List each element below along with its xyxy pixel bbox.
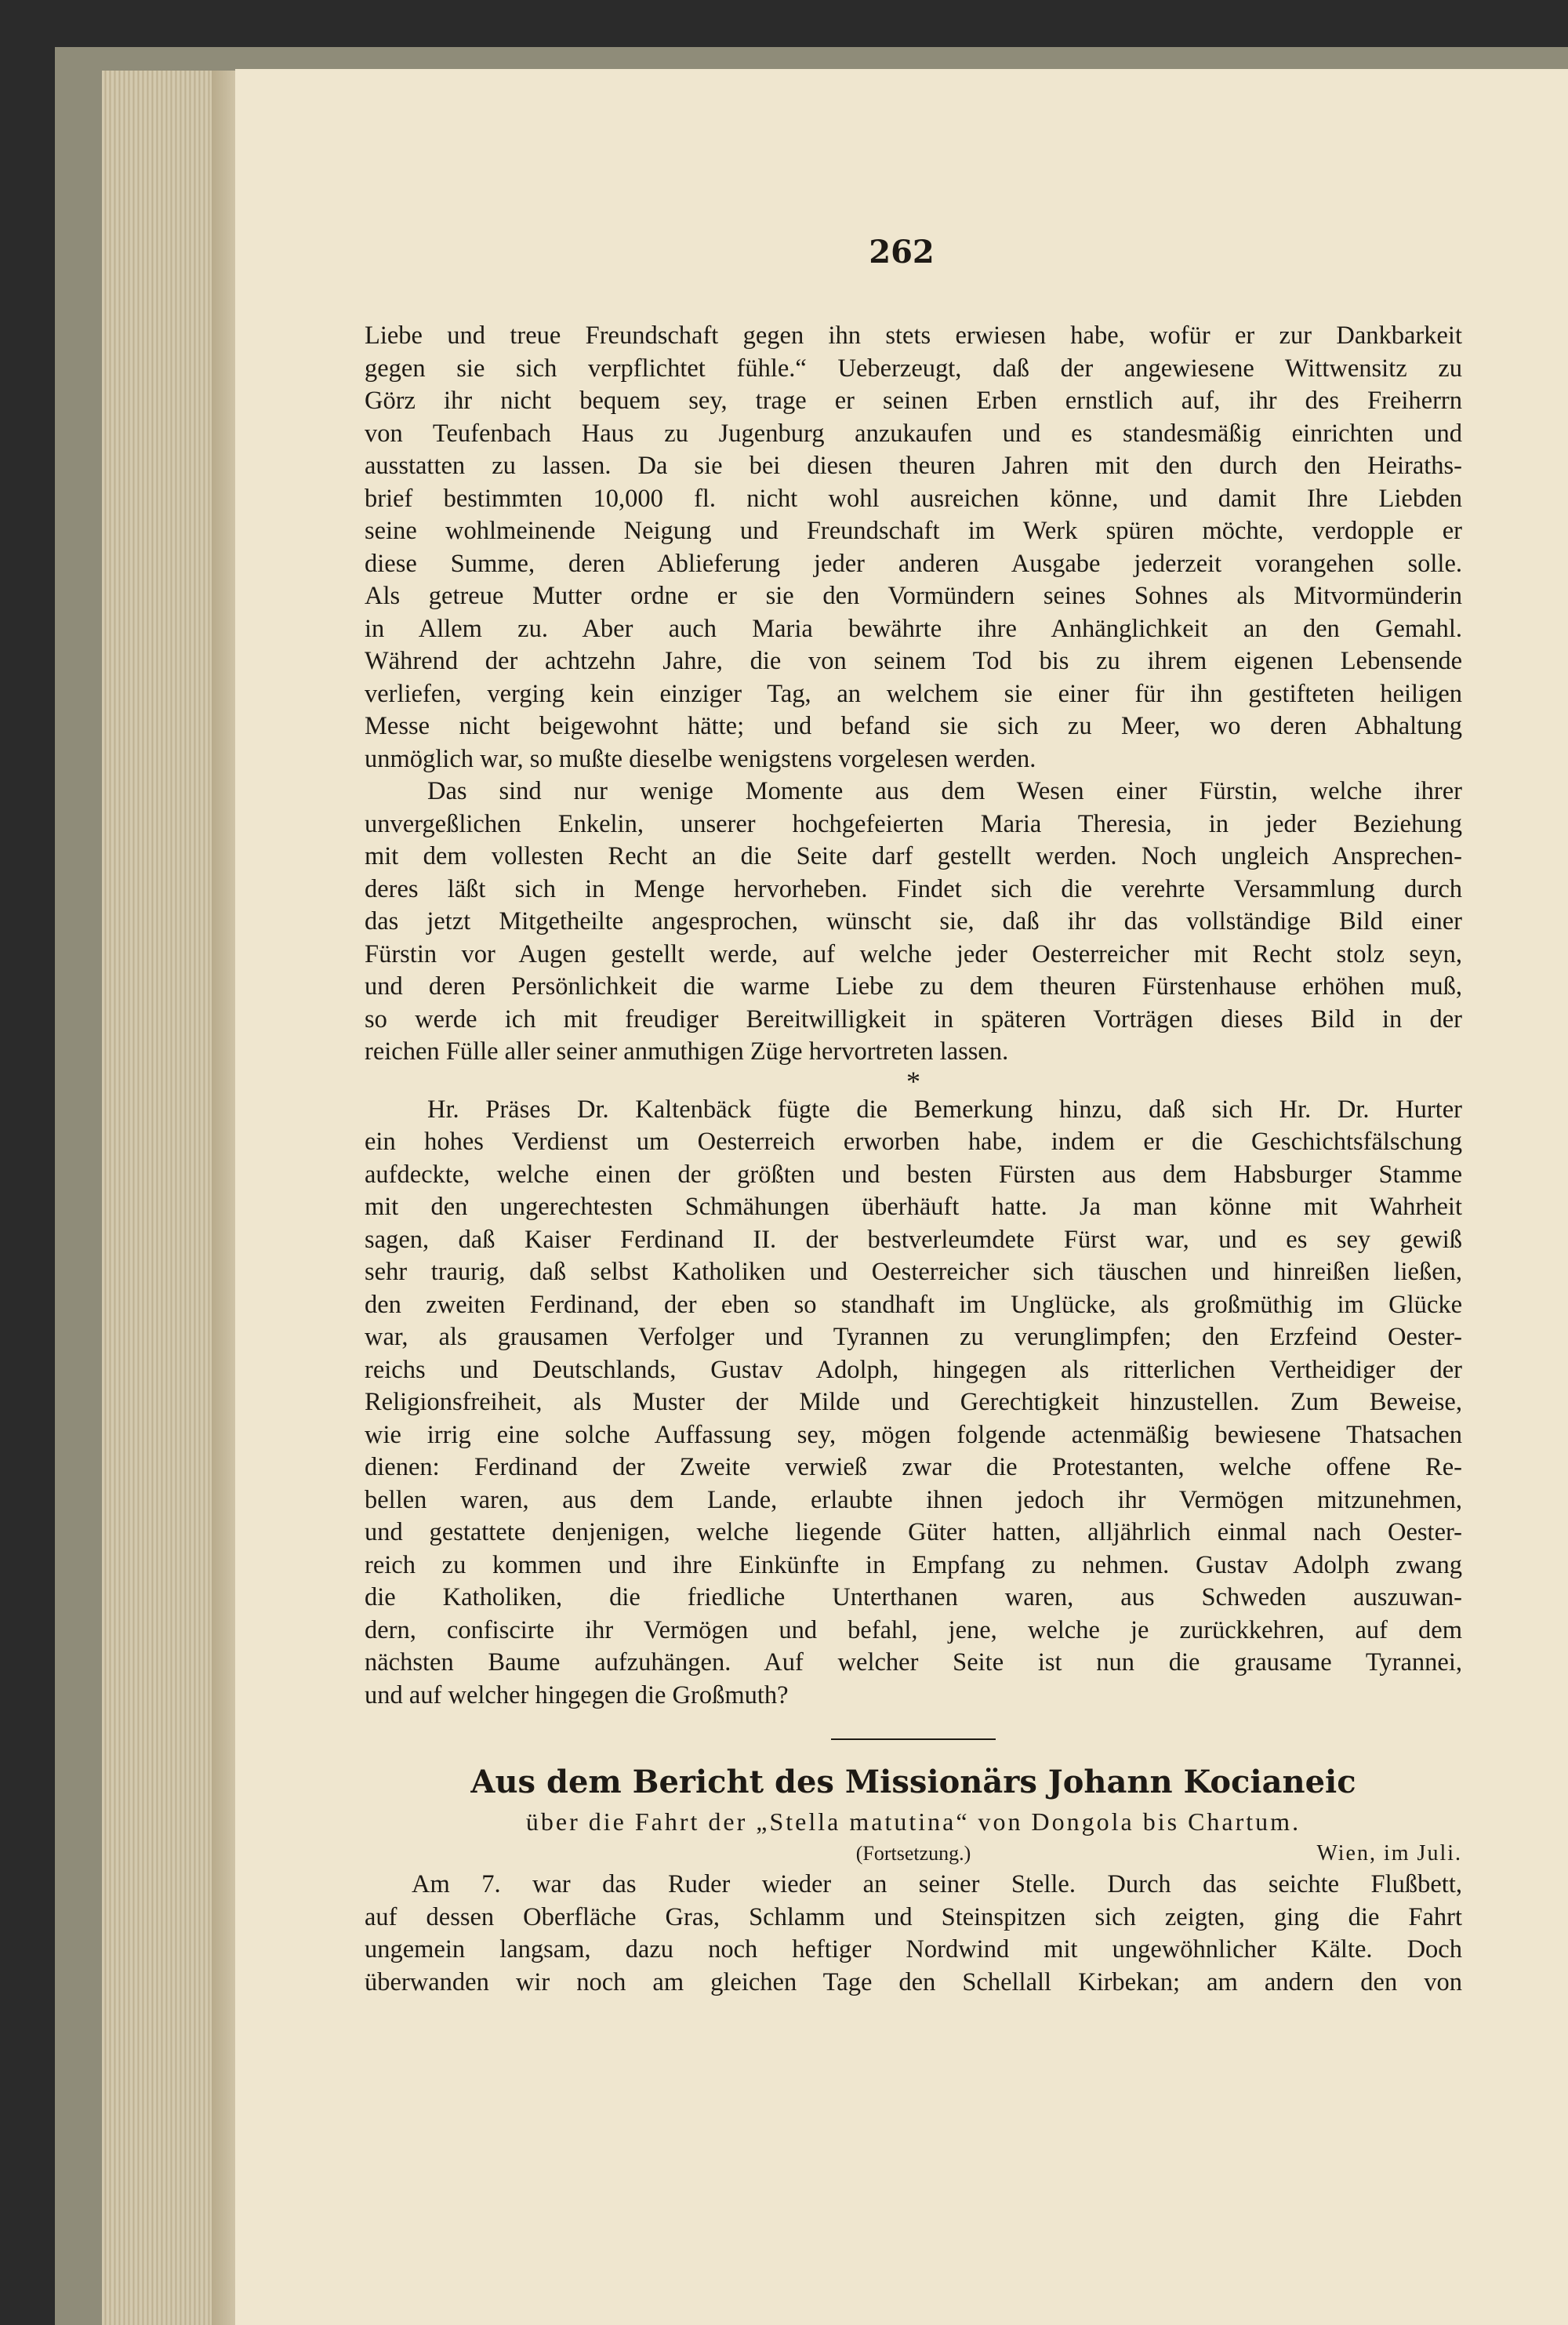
page-edge: [102, 71, 220, 2325]
page-number: 262: [869, 234, 935, 271]
text-line: mit den ungerechtesten Schmähungen überhäuft hatte. Ja man könne mit Wahrheit: [365, 1193, 1462, 1221]
continuation-note: (Fortsetzung.): [855, 1842, 971, 1865]
text-line: bellen waren, aus dem Lande, erlaubte ihnen jedoch ihr Vermögen mitzunehmen,: [365, 1485, 1462, 1514]
text-line: sehr traurig, daß selbst Katholiken und Oesterreicher sich täuschen und hinreißen ließen,: [365, 1258, 1462, 1286]
text-line: brief bestimmten 10,000 fl. nicht wohl ausreichen könne, und damit Ihre Liebden: [365, 484, 1462, 513]
text-line: reich zu kommen und ihre Einkünfte in Empfang zu nehmen. Gustav Adolph zwang: [365, 1550, 1462, 1579]
horizontal-rule: [831, 1738, 996, 1740]
text-line: überwanden wir noch am gleichen Tage den Schellall Kirbekan; am andern den von: [365, 1967, 1462, 1996]
text-line: deres läßt sich in Menge hervorheben. Findet sich die verehrte Versammlung durch: [365, 874, 1462, 903]
text-line: und gestattete denjenigen, welche liegende Güter hatten, alljährlich einmal nach Oester-: [365, 1518, 1462, 1546]
text-line: in Allem zu. Aber auch Maria bewährte ihre Anhänglichkeit an den Gemahl.: [365, 614, 1462, 643]
text-line: seine wohlmeinende Neigung und Freundschaft im Werk spüren möchte, verdopple er: [365, 517, 1462, 545]
text-line: Messe nicht beigewohnt hätte; und befand sie sich zu Meer, wo deren Abhaltung: [365, 712, 1462, 740]
body-text: [365, 320, 1462, 1999]
text-line: und auf welcher hingegen die Großmuth?: [365, 1680, 789, 1709]
section-separator: *: [906, 1065, 920, 1097]
text-line: sagen, daß Kaiser Ferdinand II. der bestverleumdete Fürst war, und es sey gewiß: [365, 1225, 1462, 1254]
text-line: reichs und Deutschlands, Gustav Adolph, hingegen als ritterlichen Vertheidiger der: [365, 1355, 1462, 1384]
text-line: Görz ihr nicht bequem sey, trage er seinen Erben ernstlich auf, ihr des Freiherrn: [365, 387, 1462, 415]
text-line: und deren Persönlichkeit die warme Liebe zu dem theuren Fürstenhause erhöhen muß,: [365, 972, 1462, 1001]
text-line: dienen: Ferdinand der Zweite verwieß zwar die Protestanten, welche offene Re-: [365, 1453, 1462, 1481]
text-line: dern, confiscirte ihr Vermögen und befahl, jene, welche je zurückkehren, auf dem: [365, 1615, 1462, 1644]
text-line: unmöglich war, so mußte dieselbe wenigstens vorgelesen werden.: [365, 744, 1036, 773]
text-line: Religionsfreiheit, als Muster der Milde und Gerechtigkeit hinzustellen. Zum Beweise,: [365, 1388, 1462, 1416]
text-line: nächsten Baume aufzuhängen. Auf welcher Seite ist nun die grausame Tyrannei,: [365, 1648, 1462, 1677]
article-body: [365, 1869, 1462, 1999]
text-line: den zweiten Ferdinand, der eben so standhaft im Unglücke, als großmüthig im Glücke: [365, 1290, 1462, 1319]
text-line: Am 7. war das Ruder wieder an seiner Stelle. Durch das seichte Flußbett,: [412, 1870, 1462, 1898]
article-subtitle: über die Fahrt der „Stella matutina“ von Dongola bis Chartum.: [525, 1807, 1301, 1836]
article-title: Aus dem Bericht des Missionärs Johann Kocianeic: [470, 1764, 1356, 1800]
text-line: ausstatten zu lassen. Da sie bei diesen theuren Jahren mit den durch den Heiraths-: [365, 452, 1462, 480]
paragraph-3: [365, 1094, 1462, 1713]
text-line: das jetzt Mitgetheilte angesprochen, wünscht sie, daß ihr das vollständige Bild einer: [365, 907, 1462, 935]
book-page: [235, 69, 1568, 2325]
text-line: reichen Fülle aller seiner anmuthigen Züge hervortreten lassen.: [365, 1037, 1009, 1066]
text-line: aufdeckte, welche einen der größten und besten Fürsten aus dem Habsburger Stamme: [365, 1160, 1462, 1189]
text-line: Das sind nur wenige Momente aus dem Wesen einer Fürstin, welche ihrer: [427, 777, 1462, 805]
text-line: Hr. Präses Dr. Kaltenbäck fügte die Bemerkung hinzu, daß sich Hr. Dr. Hurter: [427, 1095, 1462, 1124]
text-line: auf dessen Oberfläche Gras, Schlamm und Steinspitzen sich zeigten, ging die Fahrt: [365, 1902, 1462, 1931]
paragraph-2: [365, 776, 1462, 1069]
paragraph-1: [365, 320, 1462, 776]
text-line: Liebe und treue Freundschaft gegen ihn stets erwiesen habe, wofür er zur Dankbarkeit: [365, 322, 1462, 350]
text-line: verliefen, verging kein einziger Tag, an welchem sie einer für ihn gestifteten heiligen: [365, 679, 1462, 708]
text-line: diese Summe, deren Ablieferung jeder anderen Ausgabe jederzeit vorangehen solle.: [365, 549, 1462, 578]
article-header: [365, 1760, 1462, 1869]
text-line: ein hohes Verdienst um Oesterreich erworben habe, indem er die Geschichtsfälschung: [365, 1128, 1462, 1156]
dateline: Wien, im Juli.: [1316, 1841, 1462, 1865]
text-line: gegen sie sich verpflichtet fühle.“ Ueberzeugt, daß der angewiesene Wittwensitz zu: [365, 354, 1462, 383]
text-line: Während der achtzehn Jahre, die von seinem Tod bis zu ihrem eigenen Lebensende: [365, 647, 1462, 675]
text-line: ungemein langsam, dazu noch heftiger Nordwind mit ungewöhnlicher Kälte. Doch: [365, 1935, 1462, 1964]
text-line: von Teufenbach Haus zu Jugenburg anzukaufen und es standesmäßig einrichten und: [365, 419, 1462, 448]
text-line: mit dem vollesten Recht an die Seite darf gestellt werden. Noch ungleich Ansprechen-: [365, 842, 1462, 870]
text-line: wie irrig eine solche Auffassung sey, mögen folgende actenmäßig bewiesene Thatsachen: [365, 1420, 1462, 1449]
text-line: Als getreue Mutter ordne er sie den Vormündern seines Sohnes als Mitvormünderin: [365, 582, 1462, 610]
text-line: die Katholiken, die friedliche Unterthanen waren, aus Schweden auszuwan-: [365, 1583, 1462, 1611]
text-line: war, als grausamen Verfolger und Tyrannen zu verunglimpfen; den Erzfeind Oester-: [365, 1323, 1462, 1351]
text-line: unvergeßlichen Enkelin, unserer hochgefeierten Maria Theresia, in jeder Beziehung: [365, 809, 1462, 838]
text-line: so werde ich mit freudiger Bereitwilligkeit in späteren Vorträgen dieses Bild in der: [365, 1004, 1462, 1034]
text-line: Fürstin vor Augen gestellt werde, auf welche jeder Oesterreicher mit Recht stolz seyn,: [365, 939, 1462, 968]
